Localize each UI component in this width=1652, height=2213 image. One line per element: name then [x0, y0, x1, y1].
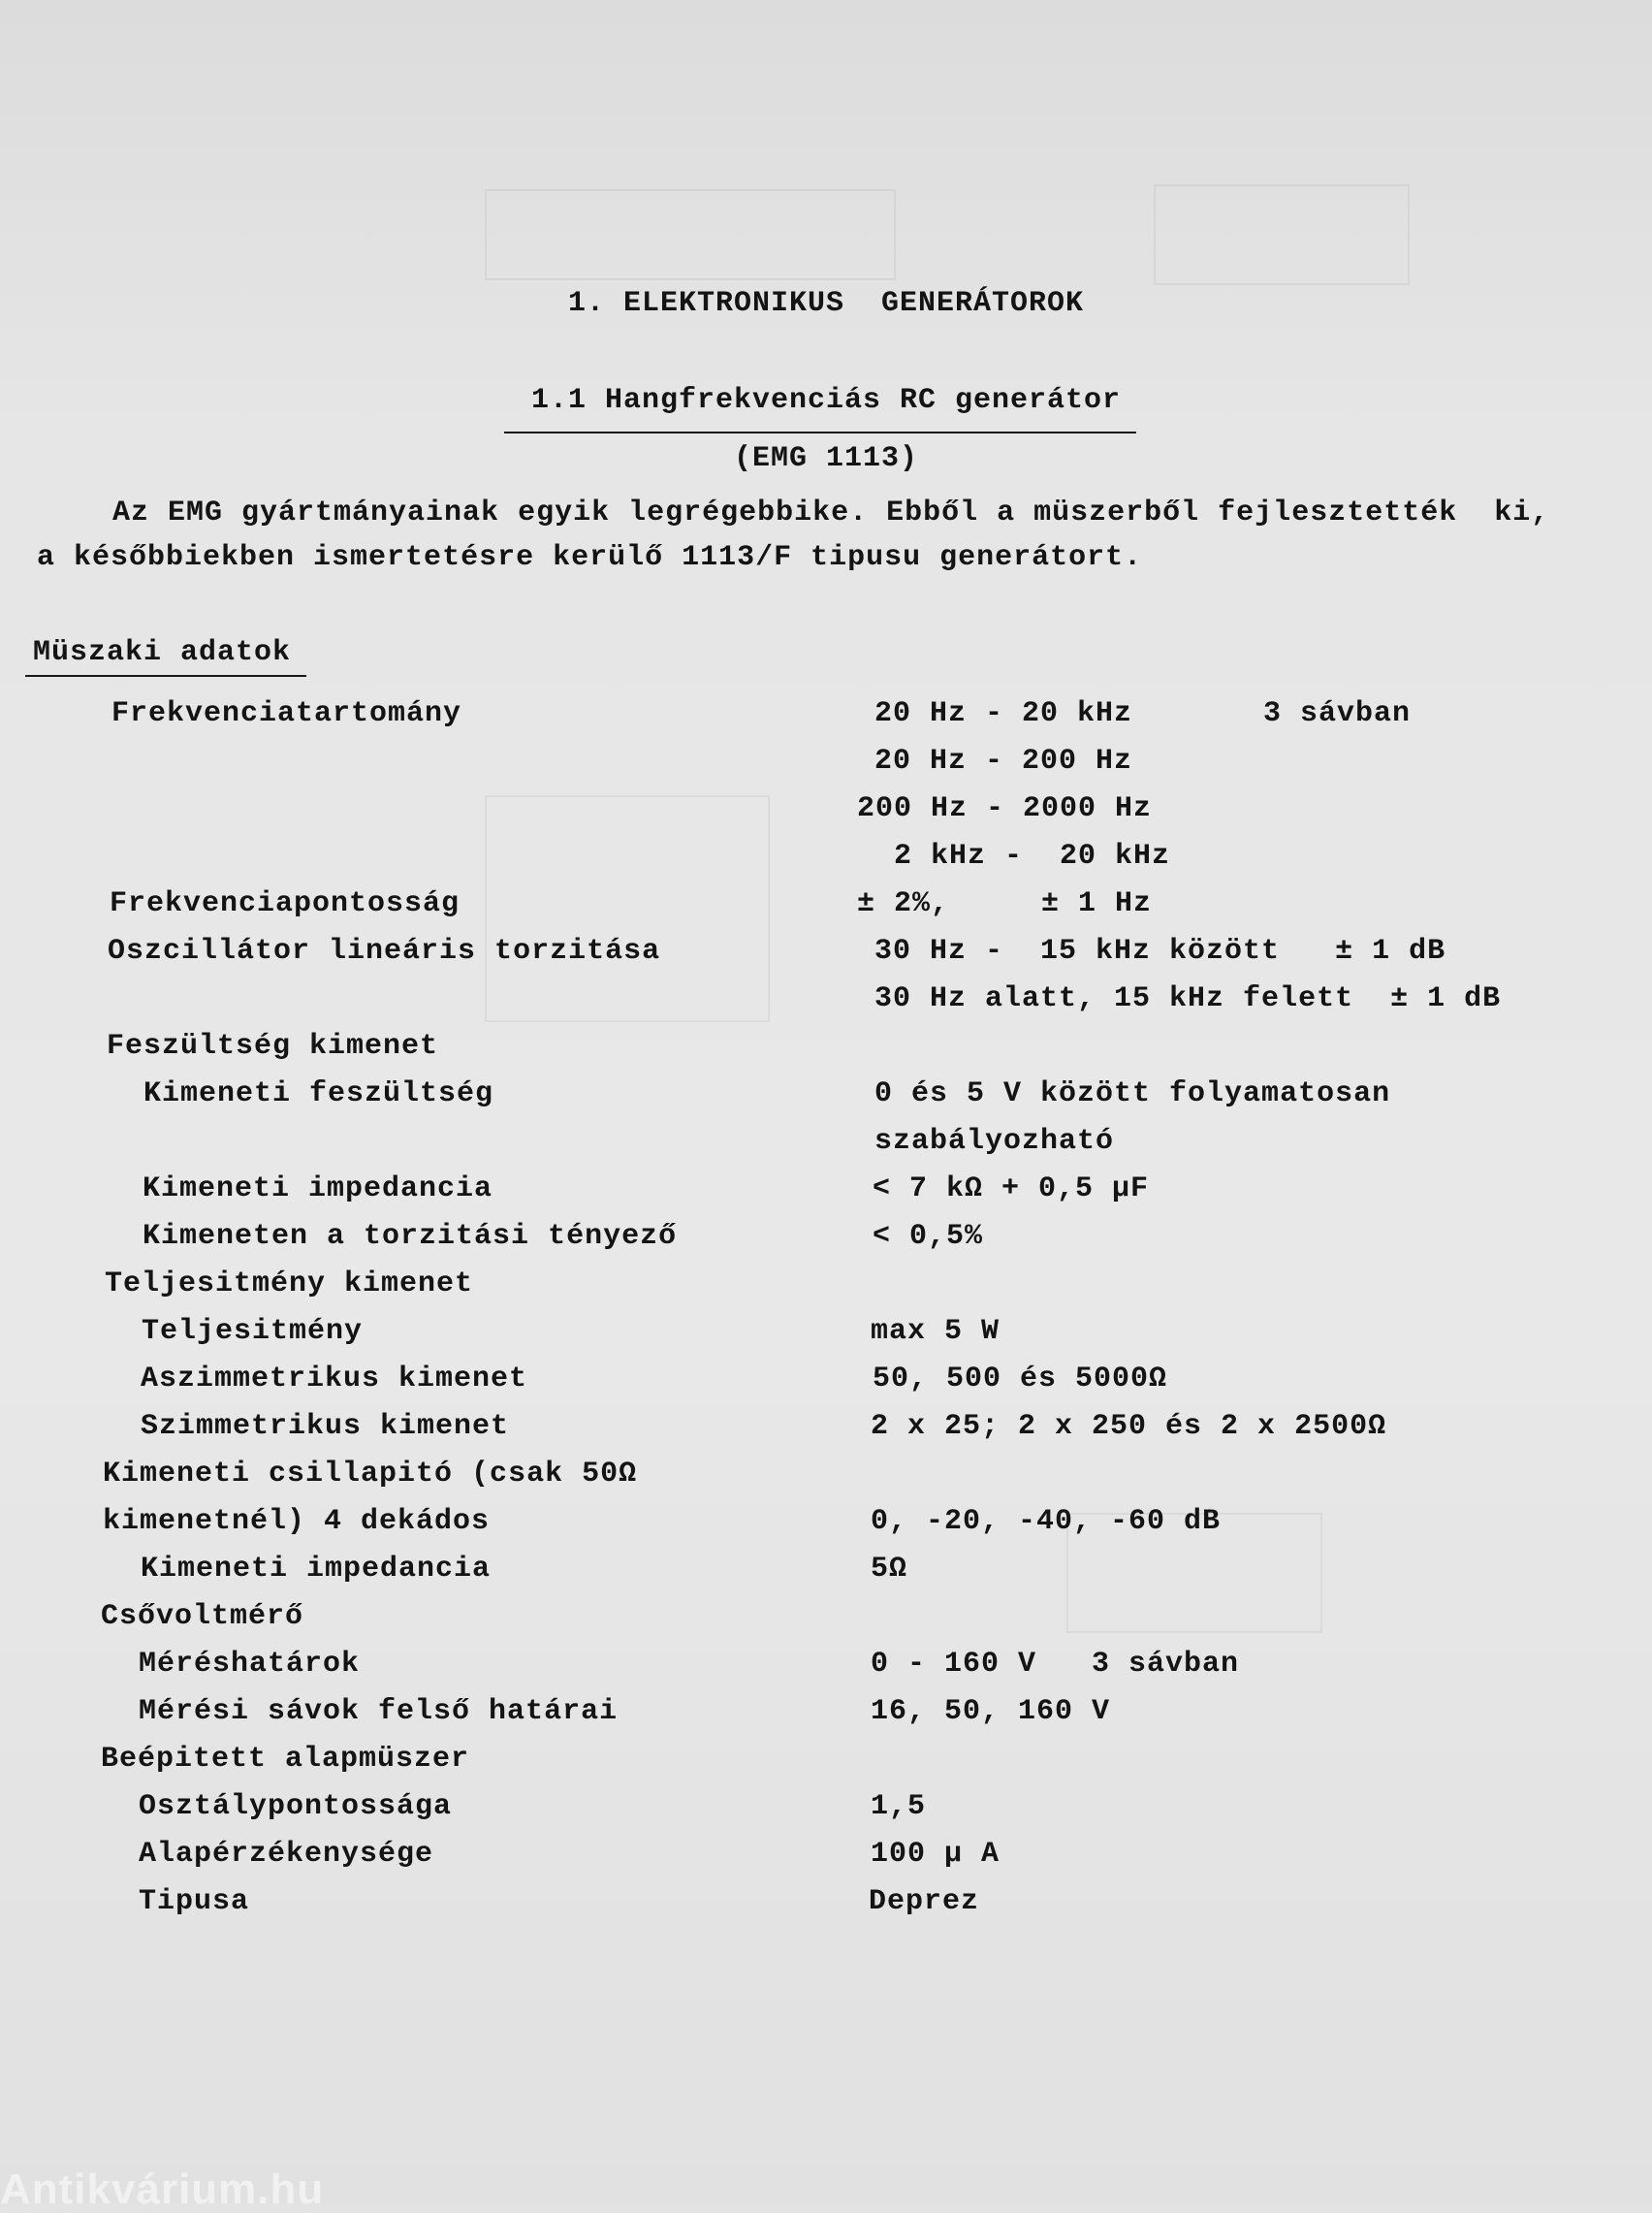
spec-label: Tipusa: [139, 1885, 250, 1918]
spec-label: Alapérzékenysége: [139, 1838, 434, 1871]
spec-value: 0 és 5 V között folyamatosan: [874, 1077, 1391, 1110]
spec-label: Mérési sávok felső határai: [139, 1695, 619, 1728]
spec-value: 30 Hz - 15 kHz között ± 1 dB: [874, 935, 1446, 968]
spec-label: Osztálypontossága: [139, 1790, 453, 1823]
spec-value: < 0,5%: [873, 1220, 984, 1253]
spec-value: < 7 kΩ + 0,5 μF: [873, 1172, 1150, 1205]
specs-heading-underline: [25, 675, 306, 677]
spec-value: 100 μ A: [871, 1838, 1001, 1871]
spec-label: kimenetnél) 4 dekádos: [103, 1505, 491, 1538]
bleed-through-shape: [485, 795, 770, 1022]
chapter-heading: 1. ELEKTRONIKUS GENERÁTOROK: [567, 287, 1085, 320]
spec-label: Frekvenciatartomány: [111, 697, 462, 730]
spec-label: Kimeneti csillapitó (csak 50Ω: [103, 1458, 638, 1491]
spec-value: szabályozható: [874, 1125, 1115, 1158]
spec-label: Beépitett alapmüszer: [101, 1743, 470, 1776]
watermark: Antikvárium.hu: [0, 2165, 325, 2213]
spec-value: 0 - 160 V 3 sávban: [871, 1648, 1240, 1681]
spec-value: 16, 50, 160 V: [871, 1695, 1111, 1728]
spec-value: Deprez: [869, 1885, 980, 1918]
spec-label: Teljesitmény kimenet: [105, 1267, 474, 1300]
spec-label: Kimeneti feszültség: [143, 1077, 494, 1110]
spec-value: 2 x 25; 2 x 250 és 2 x 2500Ω: [871, 1410, 1387, 1443]
spec-label: Csővoltmérő: [101, 1600, 304, 1633]
spec-label: Szimmetrikus kimenet: [141, 1410, 510, 1443]
spec-value: 5Ω: [871, 1553, 908, 1586]
section-heading-underline: [504, 432, 1136, 433]
section-heading: 1.1 Hangfrekvenciás RC generátor: [530, 384, 1122, 417]
spec-value: 200 Hz - 2000 Hz: [857, 792, 1153, 825]
spec-label: Kimeneti impedancia: [143, 1172, 493, 1205]
bleed-through-shape: [485, 189, 896, 280]
spec-label: Feszültség kimenet: [107, 1030, 439, 1063]
spec-value: max 5 W: [871, 1315, 1001, 1348]
spec-label: Kimeneti impedancia: [141, 1553, 492, 1586]
spec-label: Kimeneten a torzitási tényező: [143, 1220, 678, 1253]
spec-extra: 3 sávban: [1263, 697, 1412, 730]
bleed-through-shape: [1154, 184, 1410, 285]
spec-label: Oszcillátor lineáris torzitása: [108, 935, 661, 968]
spec-label: Méréshatárok: [139, 1648, 361, 1681]
specs-heading: Müszaki adatok: [33, 636, 292, 669]
spec-value: 20 Hz - 20 kHz: [874, 697, 1133, 730]
spec-label: Aszimmetrikus kimenet: [141, 1363, 528, 1395]
spec-value: 1,5: [871, 1790, 927, 1823]
spec-value: 2 kHz - 20 kHz: [894, 840, 1171, 873]
spec-value: 0, -20, -40, -60 dB: [871, 1505, 1222, 1538]
spec-value: 20 Hz - 200 Hz: [874, 745, 1133, 778]
spec-value: 30 Hz alatt, 15 kHz felett ± 1 dB: [874, 982, 1502, 1015]
spec-value: 50, 500 és 5000Ω: [873, 1363, 1168, 1395]
model-heading: (EMG 1113): [733, 442, 919, 475]
spec-value: ± 2%, ± 1 Hz: [857, 887, 1153, 920]
spec-label: Frekvenciapontosság: [110, 887, 461, 920]
spec-label: Teljesitmény: [142, 1315, 364, 1348]
intro-line-1: Az EMG gyártmányainak egyik legrégebbike. Ebből a müszerből fejlesztették ki,: [112, 497, 1550, 529]
intro-line-2: a későbbiekben ismertetésre kerülő 1113/F tipusu generátort.: [37, 541, 1143, 574]
